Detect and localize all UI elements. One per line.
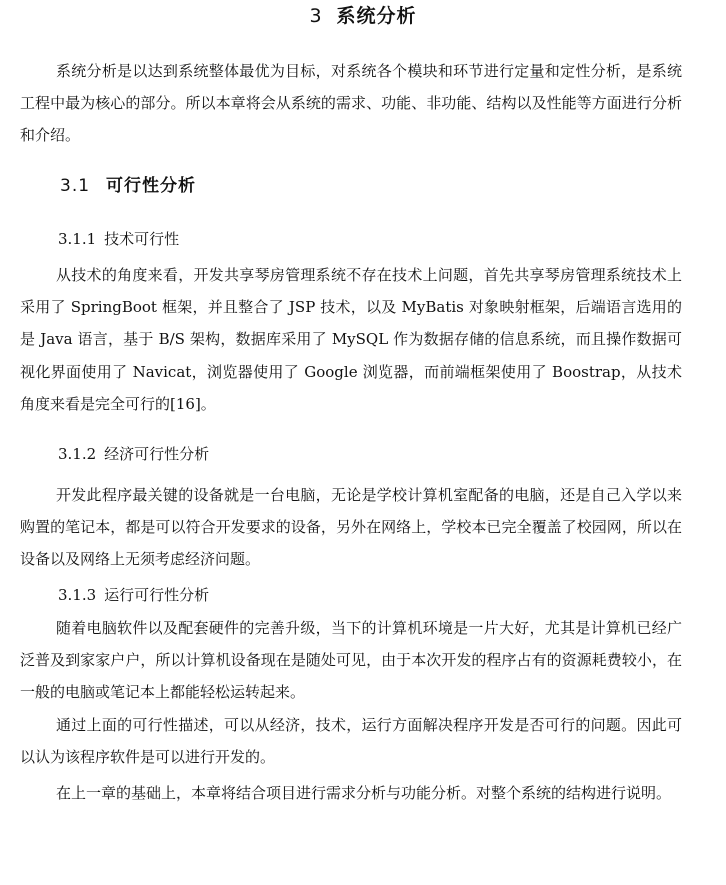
technical-feasibility-paragraph: 从技术的角度来看，开发共享琴房管理系统不存在技术上问题，首先共享琴房管理系统技术上采用了 SpringBoot 框架，并且整合了 JSP 技术，以及 MyBatis 对象映射框架，后端语言选用的是 Java 语言，基于 B/S 架构，数据库采用了 MySQL 作为数据存储的信息系统，而且操作数据可视化界面使用了 Navicat，浏览器使用了 Google 浏览器，而前端框架使用了 Boostrap，从技术角度来看是完全可行的[16]。 — [20, 266, 682, 413]
subsection-title: 技术可行性 — [104, 230, 180, 248]
section-heading-3-1 — [60, 173, 196, 199]
chapter-title-text: 系统分析 — [336, 5, 417, 27]
subsection-heading-3-1-1 — [58, 227, 179, 251]
subsection-number: 3.1.2 — [58, 445, 97, 463]
subsection-heading-3-1-2 — [58, 442, 209, 466]
chapter-title — [0, 2, 726, 30]
section-number: 3.1 — [60, 176, 91, 196]
conclusion-paragraph-1: 通过上面的可行性描述，可以从经济，技术，运行方面解决程序开发是否可行的问题。因此可以认为该程序软件是可以进行开发的。 — [20, 716, 682, 767]
subsection-heading-3-1-3 — [58, 583, 209, 607]
subsection-number: 3.1.3 — [58, 586, 97, 604]
subsection-number: 3.1.1 — [58, 230, 97, 248]
conclusion-paragraph-2: 在上一章的基础上，本章将结合项目进行需求分析与功能分析。对整个系统的结构进行说明。 — [56, 784, 672, 802]
subsection-title: 经济可行性分析 — [104, 445, 210, 463]
economic-feasibility-paragraph: 开发此程序最关键的设备就是一台电脑，无论是学校计算机室配备的电脑，还是自己入学以来购置的笔记本，都是可以符合开发要求的设备，另外在网络上，学校本已完全覆盖了校园网，所以在设备以及网络上无须考虑经济问题。 — [20, 486, 682, 569]
section-title: 可行性分析 — [106, 176, 197, 196]
chapter-number: 3 — [309, 5, 323, 27]
operational-feasibility-paragraph: 随着电脑软件以及配套硬件的完善升级，当下的计算机环境是一片大好，尤其是计算机已经广泛普及到家家户户，所以计算机设备现在是随处可见，由于本次开发的程序占有的资源耗费较小，在一般的电脑或笔记本上都能轻松运转起来。 — [20, 619, 682, 702]
subsection-title: 运行可行性分析 — [104, 586, 210, 604]
intro-paragraph: 系统分析是以达到系统整体最优为目标，对系统各个模块和环节进行定量和定性分析，是系统工程中最为核心的部分。所以本章将会从系统的需求、功能、非功能、结构以及性能等方面进行分析和介绍。 — [20, 62, 682, 145]
